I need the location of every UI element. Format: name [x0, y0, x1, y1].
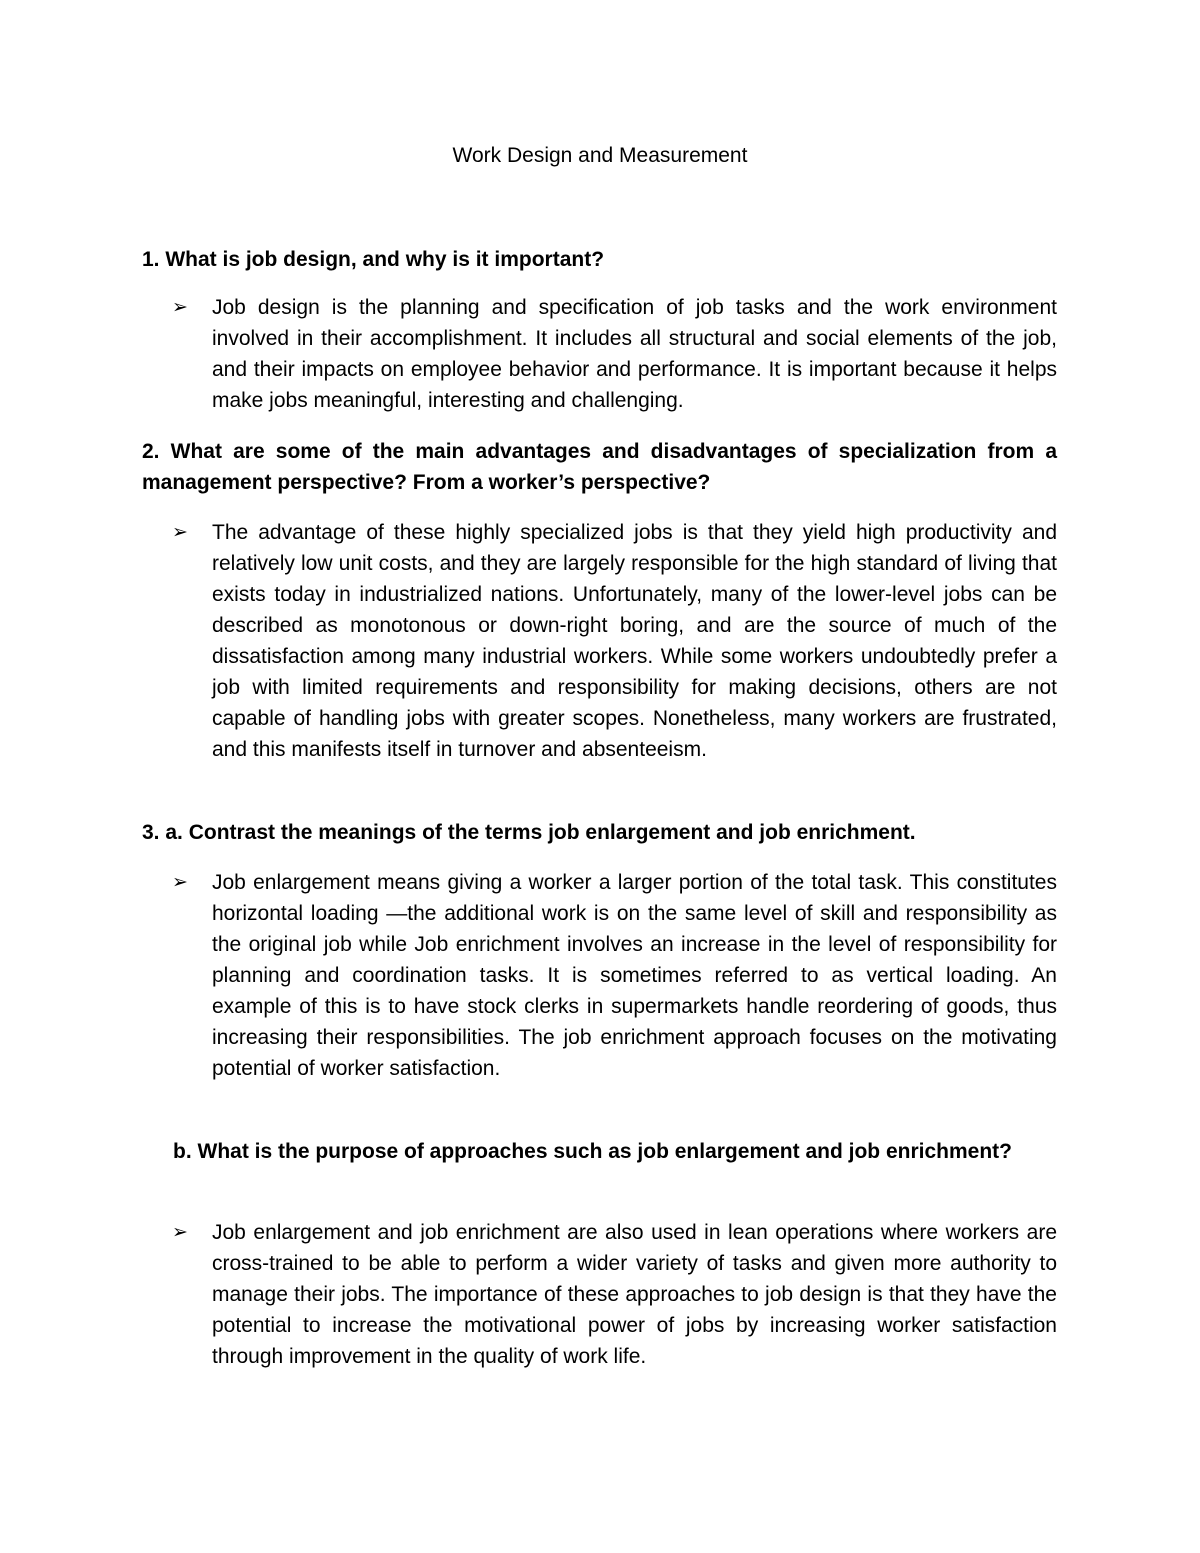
answer-3b-text: Job enlargement and job enrichment are also used in lean operations where workers are cross-trained to be able to perform a wider variety of tasks and given more authority to manage their jobs. The importance of these approaches to job design is that they have the potential to increase the motivational power of jobs by increasing worker satisfaction through improvement in the quality of work life. [212, 1221, 1057, 1368]
document-title: Work Design and Measurement [452, 144, 748, 167]
question-1: 1. What is job design, and why is it important? [142, 248, 605, 271]
answer-3b [172, 1217, 1057, 1372]
answer-1-text: Job design is the planning and specification of job tasks and the work environment involved in their accomplishment. It includes all structural and social elements of the job, and their impacts on employee behavior and performance. It is important because it helps make jobs meaningful, interesting and challenging. [212, 296, 1057, 412]
question-2: 2. What are some of the main advantages and disadvantages of specialization from a management perspective? From a worker’s perspective? [142, 440, 1057, 494]
answer-2 [172, 517, 1057, 765]
question-3a: 3. a. Contrast the meanings of the terms job enlargement and job enrichment. [142, 821, 916, 844]
arrowhead-bullet-icon: ➢ [172, 296, 188, 318]
question-3b: b. What is the purpose of approaches such as job enlargement and job enrichment? [173, 1140, 1012, 1163]
arrowhead-bullet-icon: ➢ [172, 521, 188, 543]
arrowhead-bullet-icon: ➢ [172, 1221, 188, 1243]
answer-2-text: The advantage of these highly specialized jobs is that they yield high productivity and relatively low unit costs, and they are largely responsible for the high standard of living that exists today in industrialized nations. Unfortunately, many of the lower-level jobs can be described as monotonous or down-right boring, and are the source of much of the dissatisfaction among many industrial workers. While some workers undoubtedly prefer a job with limited requirements and responsibility for making decisions, others are not capable of handling jobs with greater scopes. Nonetheless, many workers are frustrated, and this manifests itself in turnover and absenteeism. [212, 521, 1057, 761]
answer-3a-text: Job enlargement means giving a worker a larger portion of the total task. This constitutes horizontal loading —the additional work is on the same level of skill and responsibility as the original job while Job enrichment involves an increase in the level of responsibility for planning and coordination tasks. It is sometimes referred to as vertical loading. An example of this is to have stock clerks in supermarkets handle reordering of goods, thus increasing their responsibilities. The job enrichment approach focuses on the motivating potential of worker satisfaction. [212, 871, 1057, 1080]
arrowhead-bullet-icon: ➢ [172, 871, 188, 893]
answer-1 [172, 292, 1057, 416]
answer-3a [172, 867, 1057, 1084]
